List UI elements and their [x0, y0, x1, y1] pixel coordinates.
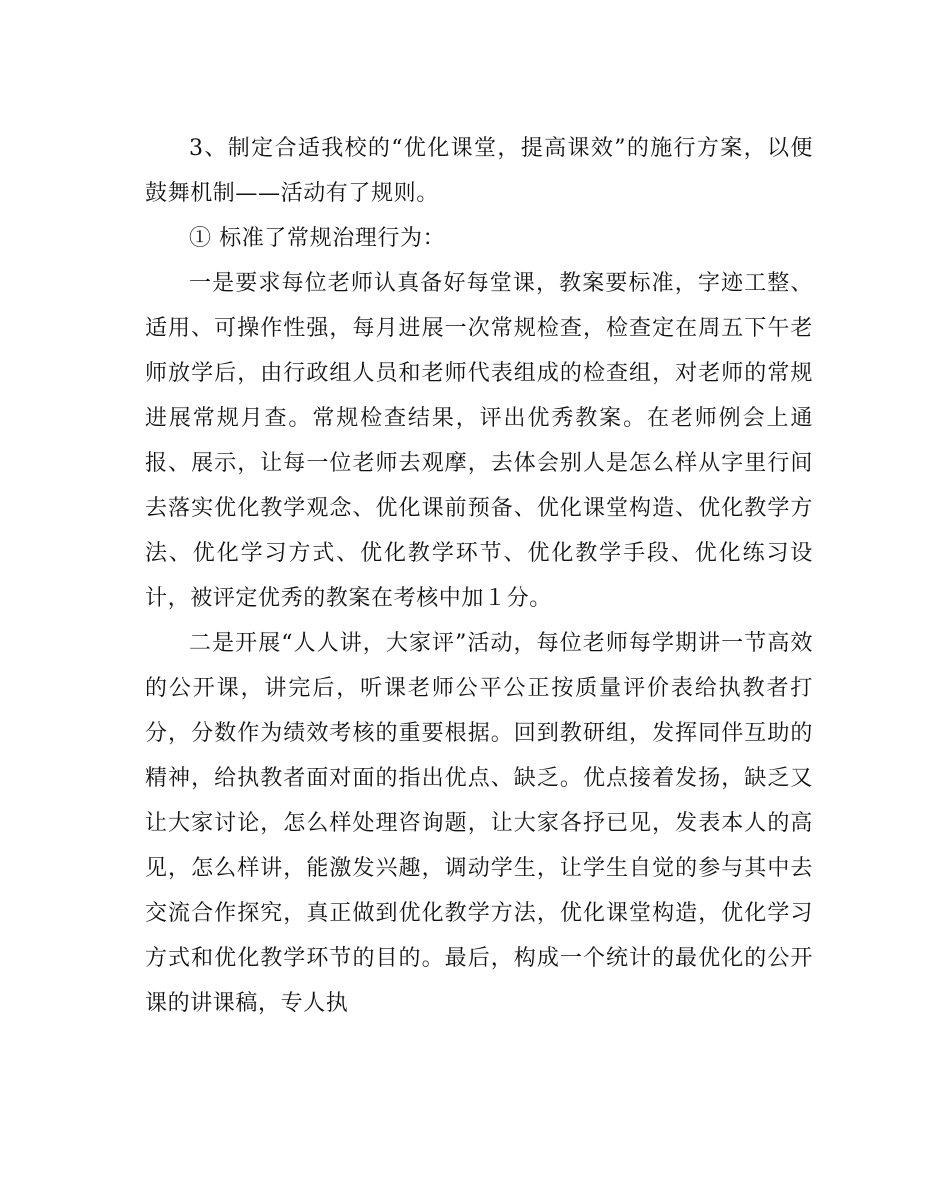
paragraph-plan: 3、制定合适我校的“优化课堂，提高课效”的施行方案，以便鼓舞机制——活动有了规则。	[145, 136, 813, 206]
document-body	[145, 126, 813, 1026]
paragraph-first-point: 一是要求每位老师认真备好每堂课，教案要标准，字迹工整、适用、可操作性强，每月进展一次常规检查，检查定在周五下午老师放学后，由行政组人员和老师代表组成的检查组，对老师的常规进展常规月查。常规检查结果，评出优秀教案。在老师例会上通报、展示，让每一位老师去观摩，去体会别人是怎么样从字里行间去落实优化教学观念、优化课前预备、优化课堂构造、优化教学方法、优化学习方式、优化教学环节、优化教学手段、优化练习设计，被评定优秀的教案在考核中加１分。	[145, 271, 813, 611]
paragraph-second-point: 二是开展“人人讲，大家评”活动，每位老师每学期讲一节高效的公开课，讲完后，听课老师公平公正按质量评价表给执教者打分，分数作为绩效考核的重要根据。回到教研组，发挥同伴互助的精神，给执教者面对面的指出优点、缺乏。优点接着发扬，缺乏又让大家讨论，怎么样处理咨询题，让大家各抒已见，发表本人的高见，怎么样讲，能激发兴趣，调动学生，让学生自觉的参与其中去交流合作探究，真正做到优化教学方法，优化课堂构造，优化学习方式和优化教学环节的目的。最后，构成一个统计的最优化的公开课的讲课稿，专人执	[145, 631, 813, 1016]
paragraph-standard-heading: ① 标准了常规治理行为：	[189, 226, 446, 251]
